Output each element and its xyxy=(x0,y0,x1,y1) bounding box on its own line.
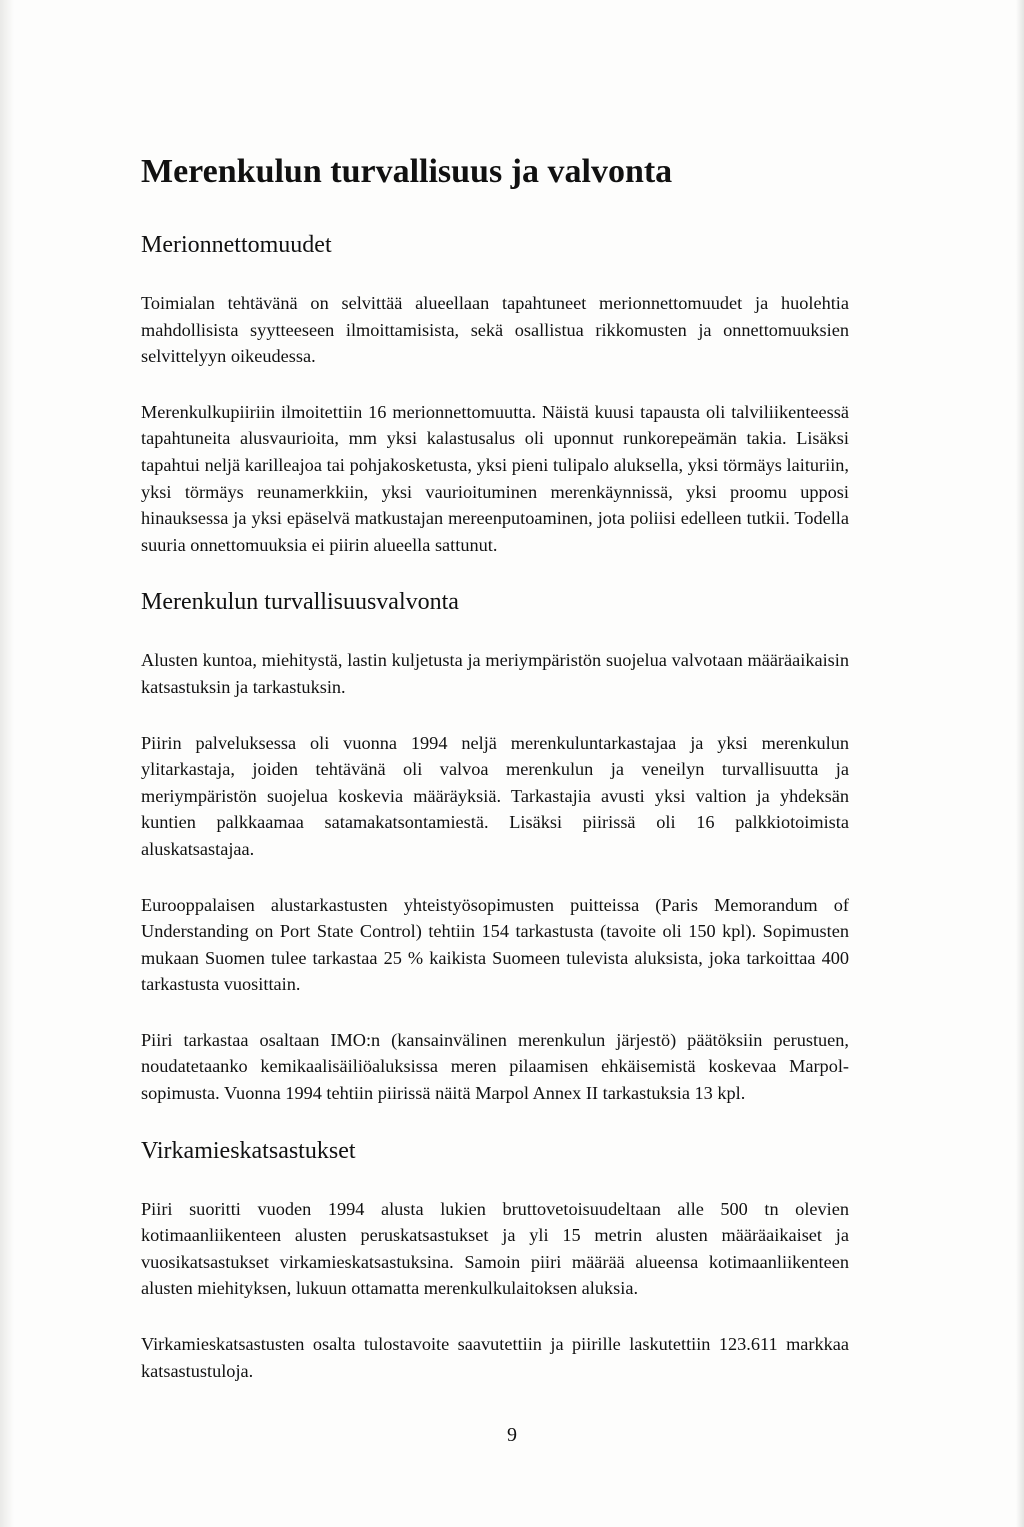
paragraph: Piirin palveluksessa oli vuonna 1994 neljä merenkuluntarkastajaa ja yksi merenkulun ylitarkastaja, joiden tehtävänä oli valvoa merenkulun ja veneilyn turvallisuutta ja meriympäristön suojelua koskevia määräyksiä. Tarkastajia avusti yksi valtion ja yhdeksän kuntien palkkaamaa satamakatsontamiestä. Lisäksi piirissä oli 16 palkkiotoimista aluskatsastajaa. xyxy=(141,732,849,859)
scan-edge-left xyxy=(0,0,14,1527)
section-heading: Virkamieskatsastukset xyxy=(141,1137,356,1164)
section-heading: Merenkulun turvallisuusvalvonta xyxy=(141,589,459,616)
paragraph: Alusten kuntoa, miehitystä, lastin kuljetusta ja meriympäristön suojelua valvotaan määräaikaisin katsastuksin ja tarkastuksin. xyxy=(141,650,849,697)
paragraph: Toimialan tehtävänä on selvittää alueellaan tapahtuneet merionnettomuudet ja huolehtia mahdollisista syytteeseen ilmoittamisista, sekä osallistua rikkomusten ja onnettomuuksien selvittelyyn oikeudessa. xyxy=(141,293,849,367)
section-virkamieskatsastukset xyxy=(141,1136,849,1385)
section-turvallisuusvalvonta xyxy=(141,587,849,1106)
paragraph: Piiri tarkastaa osaltaan IMO:n (kansainvälinen merenkulun järjestö) päätöksiin perustuen, noudatetaanko kemikaalisäiliöaluksissa meren pilaamisen ehkäisemistä koskevaa Marpol-sopimusta. Vuonna 1994 tehtiin piirissä näitä Marpol Annex II tarkastuksia 13 kpl. xyxy=(141,1029,849,1104)
page-title: Merenkulun turvallisuus ja valvonta xyxy=(141,153,673,190)
paragraph: Merenkulkupiiriin ilmoitettiin 16 merionnettomuutta. Näistä kuusi tapausta oli talviliikenteessä tapahtuneita alusvaurioita, mm yksi kalastusalus oli uponnut runkorepeämän takia. Lisäksi tapahtui neljä karilleajoa tai pohjakosketusta, yksi pieni tulipalo aluksella, yksi törmäys laituriin, yksi törmäys reunamerkkiin, yksi vaurioituminen merenkäynnissä, yksi proomu upposi hinauksessa ja yksi epäselvä matkustajan mereenputoaminen, jota poliisi edelleen tutkii. Todella suuria onnettomuuksia ei piirin alueella sattunut. xyxy=(141,401,849,555)
page-content xyxy=(141,150,849,1413)
paragraph: Piiri suoritti vuoden 1994 alusta lukien bruttovetoisuudeltaan alle 500 tn olevien kotimaanliikenteen alusten peruskatsastukset ja yli 15 metrin alusten määräaikaiset ja vuosikatsastukset virkamieskatsastuksina. Samoin piiri määrää alueensa kotimaanliikenteen alusten miehityksen, lukuun ottamatta merenkulkulaitoksen aluksia. xyxy=(141,1198,849,1299)
page-number: 9 xyxy=(507,1424,517,1446)
scan-edge-right xyxy=(1016,0,1024,1527)
paragraph: Virkamieskatsastusten osalta tulostavoite saavutettiin ja piirille laskutettiin 123.611 markkaa katsastustuloja. xyxy=(141,1334,849,1381)
section-merionnettomuudet xyxy=(141,230,849,558)
section-heading: Merionnettomuudet xyxy=(141,232,332,258)
paragraph: Eurooppalaisen alustarkastusten yhteistyösopimusten puitteissa (Paris Memorandum of Understanding on Port State Control) tehtiin 154 tarkastusta (tavoite oli 150 kpl). Sopimusten mukaan Suomen tulee tarkastaa 25 % kaikista Suomeen tulevista aluksista, joka tarkoittaa 400 tarkastusta vuosittain. xyxy=(141,894,849,995)
